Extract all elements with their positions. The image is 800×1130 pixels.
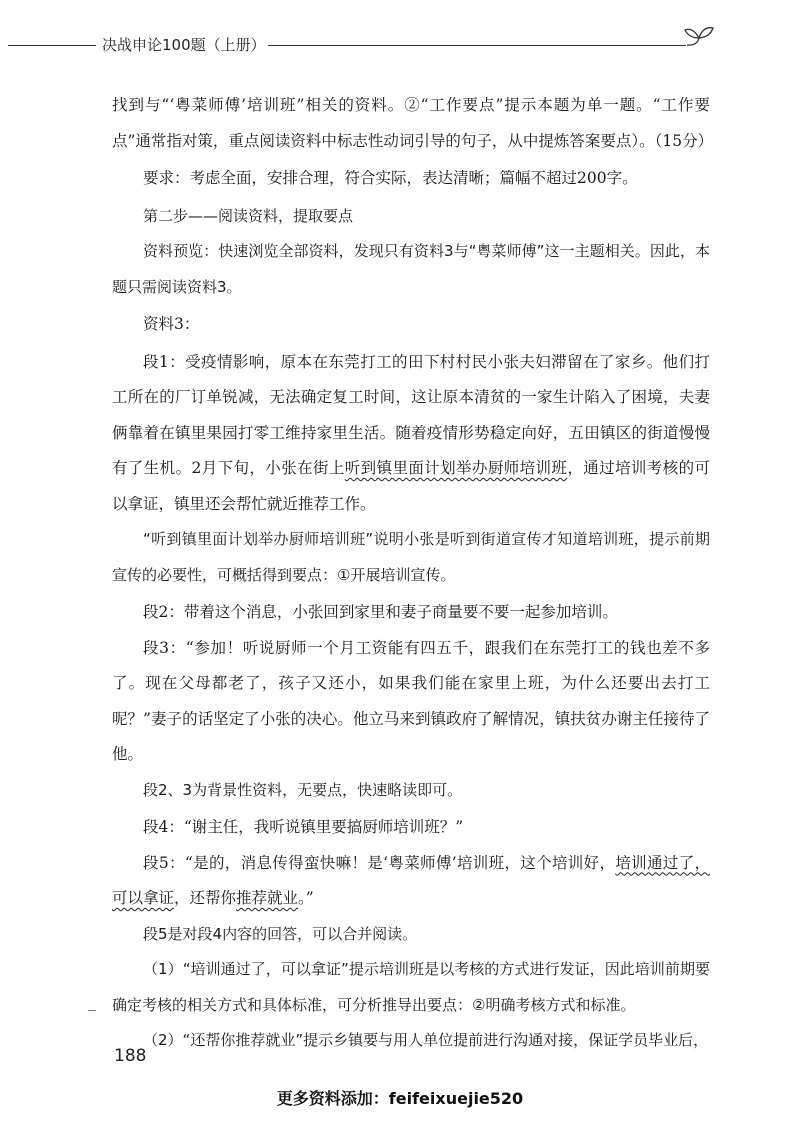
running-header xyxy=(0,30,800,60)
para5-text-before: 段5：“是的，消息传得蛮快嘛！是‘粤菜师傅’培训班，这个培训好， xyxy=(143,853,616,872)
intro-paragraph: 找到与“‘粤菜师傅’培训班”相关的资料。②“工作要点”提示本题为单一题。“工作要点”通常指对策，重点阅读资料中标志性动词引导的句子，从中提炼答案要点）。（15分） xyxy=(112,96,714,150)
page-number: 188 xyxy=(114,1046,147,1066)
material-title: 资料3： xyxy=(143,315,200,333)
para5-text-after: 。” xyxy=(298,889,314,907)
material-para-1 xyxy=(112,345,710,523)
analysis-paragraph-2: 段2、3为背景性资料，无要点，快速略读即可。 xyxy=(143,780,463,799)
book-title: 决战申论100题（上册） xyxy=(102,36,266,54)
para5-text-middle: ，还帮你 xyxy=(174,889,237,907)
header-rule-right xyxy=(268,45,686,46)
analysis-paragraph-1: “听到镇里面计划举办厨师培训班”说明小张是听到街道宣传才知道培训班，提示前期宣传的必要性，可概括得到要点：①开展培训宣传。 xyxy=(112,530,710,584)
page-body xyxy=(112,88,714,1059)
material-para-4: 段4：“谢主任，我听说镇里要搞厨师培训班？” xyxy=(143,818,464,836)
para5-highlight-2: 推荐就业 xyxy=(236,889,299,907)
material-preview-paragraph: 资料预览：快速浏览全部资料，发现只有资料3与“粤菜师傅”这一主题相关。因此，本题只需阅读资料3。 xyxy=(112,242,710,296)
margin-mark xyxy=(88,1010,96,1011)
material-para-3: 段3：“参加！听说厨师一个月工资能有四五千，跟我们在东莞打工的钱也差不多了。现在父母都老了，孩子又还小，如果我们能在家里上班，为什么还要出去打工呢？”妻子的话坚定了小张的决心。他立马来到镇政府了解情况，镇扶贫办谢主任接待了他。 xyxy=(112,638,710,763)
sprout-icon xyxy=(683,24,717,54)
material-para-5 xyxy=(112,846,710,917)
requirement-paragraph: 要求：考虑全面，安排合理，符合实际，表达清晰；篇幅不超过200字。 xyxy=(143,169,638,187)
para1-highlight: 听到镇里面计划举办厨师培训班 xyxy=(344,459,568,477)
analysis-paragraph-3: 段5是对段4内容的回答，可以合并阅读。 xyxy=(143,924,418,943)
para1-text-before: 段1：受疫情影响，原本在东莞打工的田下村村民小张夫妇滞留在了家乡。他们打工所在的厂订单锐减，无法确定复工时间，这让原本清贫的一家生计陷入了困境，夫妻俩靠着在镇里果园打零工维持家里生活。随着疫情形势稳定向好，五田镇区的街道慢慢有了生机。2月下旬，小张在街上 xyxy=(112,352,710,477)
footer-note: 更多资料添加：feifeixuejie520 xyxy=(276,1089,524,1108)
material-para-2: 段2：带着这个消息，小张回到家里和妻子商量要不要一起参加培训。 xyxy=(143,603,618,621)
header-rule-left xyxy=(8,45,96,46)
para1-text-after: ，通过培训考核的可以拿证，镇里还会帮忙就近推荐工作。 xyxy=(112,459,710,513)
step-heading: 第二步——阅读资料，提取要点 xyxy=(143,206,354,225)
analysis-paragraph-4: （1）“培训通过了，可以拿证”提示培训班是以考核的方式进行发证，因此培训前期要确定考核的相关方式和具体标准，可分析推导出要点：②明确考核方式和标准。 xyxy=(112,960,710,1014)
analysis-paragraph-5: （2）“还帮你推荐就业”提示乡镇要与用人单位提前进行沟通对接，保证学员毕业后， xyxy=(143,1031,709,1049)
para5-highlight-1: 培训通过了，可以拿证 xyxy=(112,853,710,907)
